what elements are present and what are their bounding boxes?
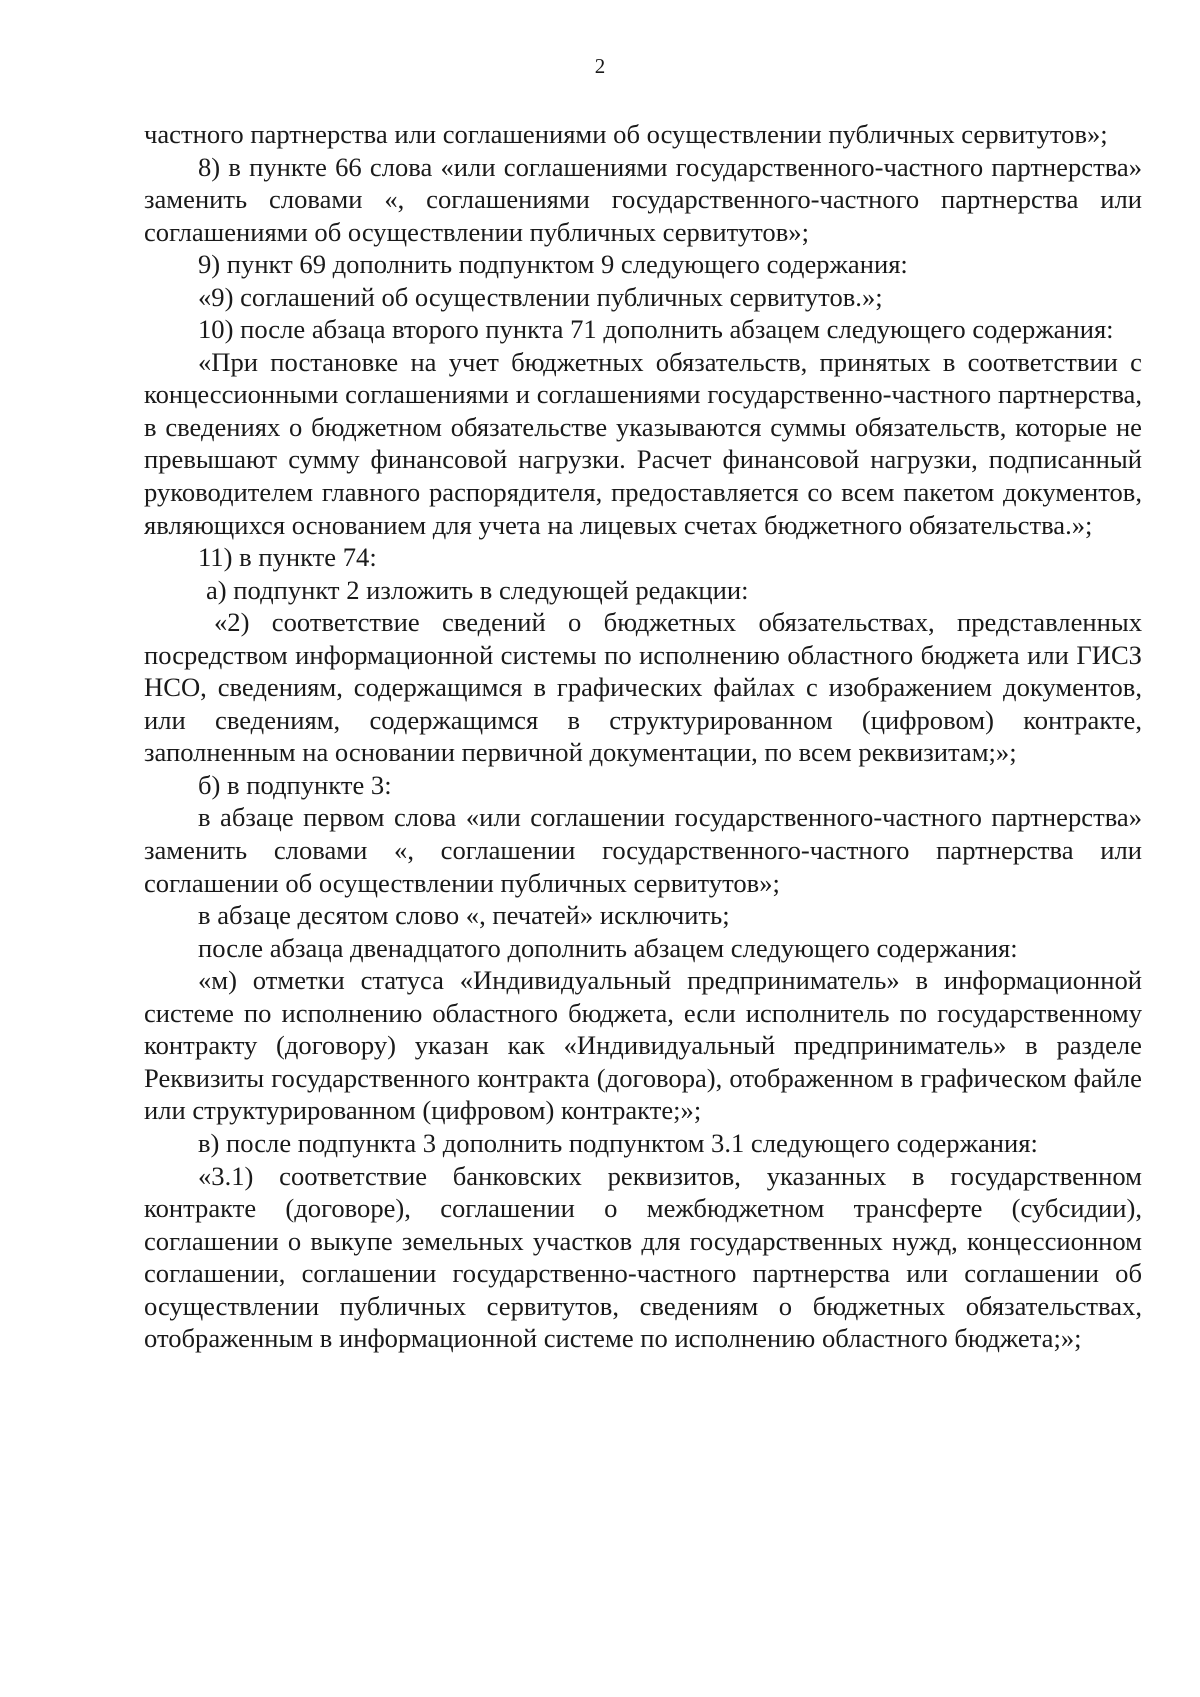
paragraph-item-11b-tenth: в абзаце десятом слово «, печатей» исключить; [198, 900, 730, 931]
paragraph-item-9-text: «9) соглашений об осуществлении публичных сервитутов.»; [198, 281, 883, 312]
paragraph-item-11b: б) в подпункте 3: [198, 769, 392, 800]
paragraph-item-11v-text: «3.1) соответствие банковских реквизитов, указанных в государственном контракте (договоре), соглашении о межбюджетном трансферте (субсидии), соглашении о выкупе земельных участков для государственных нужд, концессионном соглашении, соглашении государственно-частного партнерства или соглашении об осуществлении публичных сервитутов, сведениям о бюджетных обязательствах, отображенным в информационной системе по исполнению областного бюджета;»; [144, 1160, 1142, 1354]
paragraph-item-8: 8) в пункте 66 слова «или соглашениями государственного-частного партнерства» заменить словами «, соглашениями государственного-частного партнерства или соглашениями об осуществлении публичных сервитутов»; [144, 151, 1142, 247]
document-body [144, 118, 1142, 1355]
paragraph-item-11a: а) подпункт 2 изложить в следующей редакции: [206, 574, 749, 605]
paragraph-continuation: частного партнерства или соглашениями об осуществлении публичных сервитутов»; [144, 119, 1108, 149]
paragraph-item-10: 10) после абзаца второго пункта 71 дополнить абзацем следующего содержания: [198, 314, 1114, 345]
paragraph-item-11b-first: в абзаце первом слова «или соглашении государственного-частного партнерства» заменить словами «, соглашении государственного-частного партнерства или соглашении об осуществлении публичных сервитутов»; [144, 802, 1142, 898]
paragraph-item-11b-m: «м) отметки статуса «Индивидуальный предприниматель» в информационной системе по исполнению областного бюджета, если исполнитель по государственному контракту (договору) указан как «Индивидуальный предприниматель» в разделе Реквизиты государственного контракта (договора), отображенном в графическом файле или структурированном (цифровом) контракте;»; [144, 965, 1142, 1126]
paragraph-item-11: 11) в пункте 74: [198, 542, 377, 573]
paragraph-item-11b-twelfth: после абзаца двенадцатого дополнить абзацем следующего содержания: [198, 932, 1018, 963]
paragraph-item-11v: в) после подпункта 3 дополнить подпунктом 3.1 следующего содержания: [198, 1127, 1038, 1158]
page-number: 2 [594, 54, 606, 78]
paragraph-item-9: 9) пункт 69 дополнить подпунктом 9 следующего содержания: [198, 249, 908, 280]
paragraph-item-10-text: «При постановке на учет бюджетных обязательств, принятых в соответствии с концессионными соглашениями и соглашениями государственно-частного партнерства, в сведениях о бюджетном обязательстве указываются суммы обязательств, которые не превышают сумму финансовой нагрузки. Расчет финансовой нагрузки, подписанный руководителем главного распорядителя, предоставляется со всем пакетом документов, являющихся основанием для учета на лицевых счетах бюджетного обязательства.»; [144, 346, 1142, 540]
paragraph-item-11a-text: «2) соответствие сведений о бюджетных обязательствах, представленных посредством информационной системы по исполнению областного бюджета или ГИСЗ НСО, сведениям, содержащимся в графических файлах с изображением документов, или сведениям, содержащимся в структурированном (цифровом) контракте, заполненным на основании первичной документации, по всем реквизитам;»; [144, 607, 1142, 768]
